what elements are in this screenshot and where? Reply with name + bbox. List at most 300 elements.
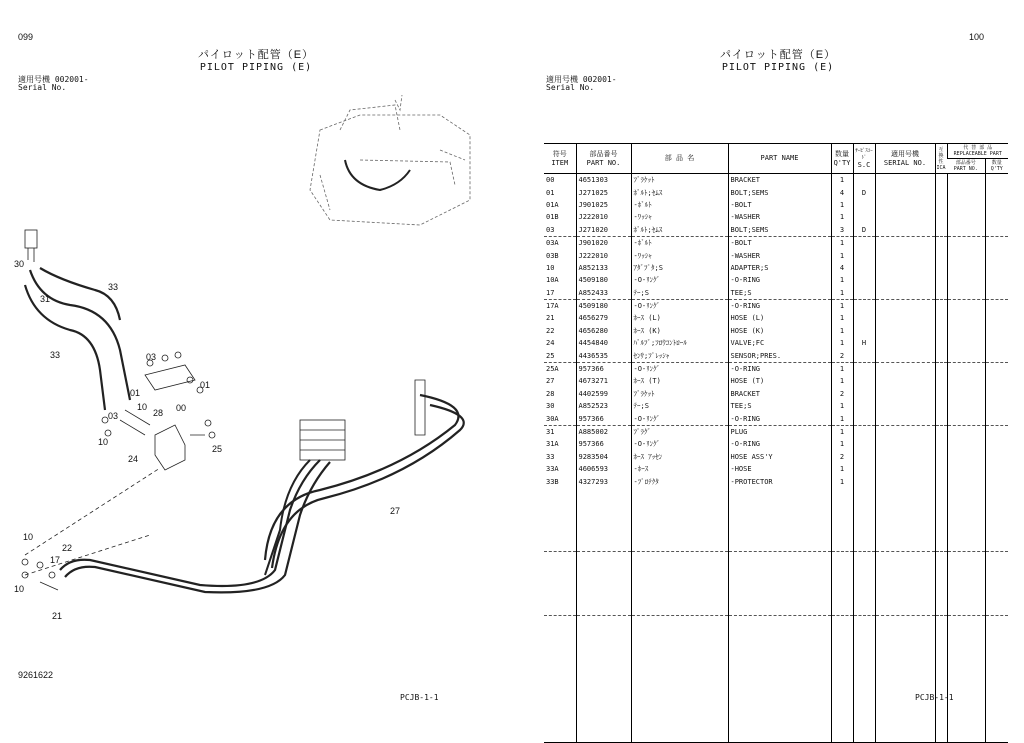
cell-part-no: J901025 [576,199,631,211]
callout-10a: 10 [137,402,148,412]
cell-qty: 1 [831,425,853,438]
cell-qty: 1 [831,274,853,286]
cell-sc [853,463,875,475]
page-number-right: 100 [969,32,985,42]
cell-part-name: PLUG [728,425,831,438]
page-title-en-left: PILOT PIPING (E) [199,62,313,73]
table-row [544,186,1008,198]
cell-ica [935,400,947,412]
cell-qty: 1 [831,475,853,487]
cell-part-name: -PROTECTOR [728,475,831,487]
col-qty: 数量 Q'TY [831,144,853,174]
cell-qty: 1 [831,463,853,475]
cell-sc [853,400,875,412]
cell-empty [831,615,853,679]
footer-right: PCJB-1-1 [915,693,954,702]
cell-part-no: A852523 [576,400,631,412]
cell-empty [831,551,853,615]
table-filler-row [544,615,1008,679]
cell-item: 33B [546,477,559,486]
cell-serial [875,438,935,450]
cell-ica [935,475,947,487]
cell-sc: D [853,224,875,237]
cell-rp-qty [985,274,1008,286]
cell-ica [935,186,947,198]
cell-empty [728,679,831,743]
cell-part-no: J222010 [576,211,631,223]
cell-serial [875,262,935,274]
cell-part-name: BRACKET [728,388,831,400]
cell-part-no: 9283504 [576,451,631,463]
cell-item: 31 [544,425,576,438]
table-row [544,400,1008,412]
cell-sc [853,425,875,438]
cell-rp-part-no [947,412,985,425]
table-row [544,425,1008,438]
cell-part-name-jp: -ﾎﾞﾙﾄ [631,236,728,249]
left-page [0,0,512,725]
cell-empty [853,488,875,552]
cell-sc [853,349,875,362]
table-row [544,224,1008,237]
cell-empty [935,615,947,679]
table-row [544,451,1008,463]
cell-part-name-jp: ﾊﾞﾙﾌﾞ;ﾌﾛｳｺﾝﾄﾛｰﾙ [631,337,728,349]
cell-rp-part-no [947,362,985,375]
serial-value: 002001- [54,75,89,84]
cell-serial [875,199,935,211]
cell-ica [935,412,947,425]
table-filler-row [544,679,1008,743]
cell-part-name-jp: ﾎｰｽ (L) [631,312,728,324]
cell-sc: H [853,337,875,349]
cell-item: 24 [546,339,555,348]
cell-part-name: -WASHER [728,211,831,223]
cell-rp-qty [985,400,1008,412]
cell-rp-qty [985,349,1008,362]
cell-ica [935,349,947,362]
cell-part-name: SENSOR;PRES. [728,349,831,362]
cell-empty [576,488,631,552]
cell-ica [935,224,947,237]
cell-item: 03A [544,236,576,249]
cell-empty [985,679,1008,743]
table-row [544,463,1008,475]
callout-30: 30 [14,259,25,269]
cell-rp-part-no [947,388,985,400]
cell-rp-qty [985,463,1008,475]
cell-part-no: 4651303 [576,174,631,187]
cell-qty: 1 [831,325,853,337]
callout-01a: 01 [200,380,211,390]
cell-sc [853,362,875,375]
cell-part-name: BOLT;SEMS [728,186,831,198]
cell-rp-qty [985,388,1008,400]
cell-rp-qty [985,362,1008,375]
cell-serial [875,249,935,261]
callout-10d: 10 [14,584,25,594]
col-serial: 適用号機 SERIAL NO. [875,144,935,174]
cell-item: 30 [546,402,555,411]
cell-sc [853,388,875,400]
page-title-en-right: PILOT PIPING (E) [721,62,835,73]
cell-qty: 1 [831,249,853,261]
col-part-name-jp: 部 品 名 [631,144,728,174]
callout-10c: 10 [23,532,34,542]
cell-empty [631,679,728,743]
cell-empty [544,551,576,615]
callout-17: 17 [50,555,61,565]
cell-serial [875,349,935,362]
cell-ica [935,236,947,249]
cell-item: 10A [546,276,559,285]
cell-ica [935,262,947,274]
cell-sc [853,249,875,261]
drawing-number: 9261622 [18,670,54,680]
cell-part-name-jp: ﾃｰ;S [631,287,728,300]
cell-part-name: -O-RING [728,412,831,425]
cell-rp-part-no [947,312,985,324]
cell-part-no: 4436535 [576,349,631,362]
cell-serial [875,325,935,337]
cell-item: 25A [544,362,576,375]
cell-rp-qty [985,475,1008,487]
cell-part-no: 4402599 [576,388,631,400]
cell-rp-part-no [947,287,985,300]
cell-part-name: -WASHER [728,249,831,261]
cell-sc [853,299,875,312]
cell-rp-qty [985,451,1008,463]
cell-ica [935,451,947,463]
cell-part-name-jp: ﾌﾟﾗｸﾞ [631,425,728,438]
cell-item: 00 [546,176,555,185]
cell-ica [935,249,947,261]
cell-item: 10 [546,263,555,272]
cell-item: 27 [546,377,555,386]
cell-empty [728,551,831,615]
cell-sc [853,451,875,463]
cell-ica [935,438,947,450]
cell-rp-qty [985,199,1008,211]
cell-part-no: 957366 [576,412,631,425]
cell-rp-part-no [947,199,985,211]
cell-item: 22 [546,326,555,335]
cell-part-no: 4656279 [576,312,631,324]
table-row [544,337,1008,349]
cell-part-no: J222010 [576,249,631,261]
cell-qty: 1 [831,375,853,387]
cell-serial [875,451,935,463]
page-title-jp-right: パイロット配管（E） [719,49,837,61]
table-row [544,211,1008,223]
callout-10b: 10 [98,437,109,447]
cell-sc [853,262,875,274]
cell-item: 31A [546,440,559,449]
cell-sc [853,412,875,425]
cell-rp-part-no [947,211,985,223]
cell-part-name-jp: -ﾎﾞﾙﾄ [631,199,728,211]
cell-empty [947,551,985,615]
cell-rp-qty [985,262,1008,274]
cell-sc [853,287,875,300]
cell-part-no: 4656280 [576,325,631,337]
table-row [544,349,1008,362]
table-row [544,299,1008,312]
table-row [544,312,1008,324]
cell-serial [875,287,935,300]
cell-part-name: HOSE (K) [728,325,831,337]
cell-part-name-jp: ｱﾀﾞﾌﾟﾀ;S [631,262,728,274]
cell-rp-part-no [947,236,985,249]
cell-ica [935,425,947,438]
cell-empty [853,679,875,743]
cell-item: 01A [546,200,559,209]
table-row [544,199,1008,211]
cell-part-name: -O-RING [728,438,831,450]
cell-rp-qty [985,224,1008,237]
cell-empty [631,615,728,679]
cell-part-name-jp: ﾎｰｽ ｱｯｾﾝ [631,451,728,463]
col-item: 符号 ITEM [544,144,576,174]
cell-qty: 3 [831,224,853,237]
table-filler-row [544,551,1008,615]
cell-empty [935,551,947,615]
cell-serial [875,475,935,487]
cell-serial [875,375,935,387]
callout-28: 28 [153,408,164,418]
cell-rp-qty [985,337,1008,349]
highlighted-pipe [345,160,410,190]
cell-part-name: HOSE (T) [728,375,831,387]
table-row [544,388,1008,400]
cell-part-no: 4454840 [576,337,631,349]
cell-part-name: -O-RING [728,362,831,375]
callout-00: 00 [176,403,187,413]
cell-part-name-jp: -ﾜｯｼｬ [631,211,728,223]
cell-item: 03B [546,251,559,260]
callout-33a: 33 [108,282,119,292]
callout-27: 27 [390,506,401,516]
cell-empty [544,488,576,552]
cell-serial [875,463,935,475]
cell-qty: 1 [831,236,853,249]
cell-ica [935,463,947,475]
cell-part-name-jp: ﾎﾞﾙﾄ;ｾﾑｽ [631,186,728,198]
cell-serial [875,274,935,286]
cell-serial [875,337,935,349]
cell-serial [875,412,935,425]
parts-table [544,143,1008,743]
cell-part-name-jp: ﾎｰｽ (K) [631,325,728,337]
cell-ica [935,174,947,187]
cell-qty: 1 [831,299,853,312]
cell-empty [728,615,831,679]
serial-label-en: Serial No. [18,83,67,92]
cell-rp-part-no [947,375,985,387]
cell-empty [947,488,985,552]
cell-rp-part-no [947,349,985,362]
col-part-name: PART NAME [728,144,831,174]
serial-label-jp: 適用号機 [18,75,50,84]
cell-qty: 2 [831,349,853,362]
cell-sc [853,199,875,211]
cell-qty: 1 [831,412,853,425]
table-row [544,438,1008,450]
cell-serial [875,299,935,312]
page-title-jp-left: パイロット配管（E） [197,49,315,61]
cell-sc [853,438,875,450]
cell-ica [935,337,947,349]
cell-empty [985,551,1008,615]
cell-rp-part-no [947,451,985,463]
col-ica: 互換性 ICA [935,144,947,174]
cell-part-name: TEE;S [728,400,831,412]
cell-rp-qty [985,425,1008,438]
cell-qty: 1 [831,312,853,324]
cell-part-name: HOSE ASS'Y [728,451,831,463]
pilot-valve-body [25,230,37,248]
cell-rp-part-no [947,425,985,438]
cell-empty [875,551,935,615]
col-replaceable: 代 替 部 品 REPLACEABLE PART [947,144,1008,159]
cell-qty: 1 [831,337,853,349]
cell-part-name-jp: ｾﾝｻ;ﾌﾟﾚｯｼｬ [631,349,728,362]
cell-qty: 2 [831,388,853,400]
cell-rp-part-no [947,475,985,487]
cell-serial [875,211,935,223]
cell-rp-part-no [947,249,985,261]
cell-rp-qty [985,249,1008,261]
cell-empty [728,488,831,552]
callout-24: 24 [128,454,139,464]
cell-item: 33A [546,465,559,474]
cell-part-name-jp: -O-ﾘﾝｸﾞ [631,299,728,312]
cell-qty: 1 [831,211,853,223]
cell-rp-part-no [947,274,985,286]
cell-sc [853,325,875,337]
cell-item: 17A [544,299,576,312]
table-filler-row [544,488,1008,552]
cell-sc [853,236,875,249]
cell-serial [875,362,935,375]
cell-part-no: A852433 [576,287,631,300]
cell-part-no: J271025 [576,186,631,198]
excavator-outline [310,95,470,225]
cell-item: 33 [546,452,555,461]
cell-rp-part-no [947,438,985,450]
cell-part-name: -O-RING [728,299,831,312]
cell-sc [853,174,875,187]
table-row [544,325,1008,337]
table-row [544,174,1008,187]
cell-serial [875,425,935,438]
table-row [544,475,1008,487]
cell-rp-qty [985,438,1008,450]
callout-25: 25 [212,444,223,454]
callout-03a: 03 [146,352,157,362]
cell-qty: 1 [831,438,853,450]
cell-part-no: J901020 [576,236,631,249]
cell-part-name-jp: ﾎｰｽ (T) [631,375,728,387]
cell-item: 28 [546,389,555,398]
serial-label-en: Serial No. [546,83,595,92]
cell-rp-part-no [947,186,985,198]
cell-rp-qty [985,375,1008,387]
cell-part-no: 4509180 [576,299,631,312]
cell-qty: 4 [831,186,853,198]
cell-part-no: 4606593 [576,463,631,475]
cell-rp-part-no [947,400,985,412]
cell-serial [875,224,935,237]
cell-sc: D [853,186,875,198]
cell-rp-part-no [947,337,985,349]
cell-part-name-jp: -ﾌﾟﾛﾃｸﾀ [631,475,728,487]
cell-part-no: J271020 [576,224,631,237]
cell-empty [576,679,631,743]
cell-serial [875,174,935,187]
cell-sc [853,475,875,487]
callout-31: 31 [40,294,51,304]
cell-part-name-jp: ﾃｰ;S [631,400,728,412]
cell-ica [935,299,947,312]
cell-part-no: 4509180 [576,274,631,286]
cell-part-no: 4673271 [576,375,631,387]
cell-qty: 1 [831,400,853,412]
cell-empty [853,551,875,615]
cell-part-no: A852133 [576,262,631,274]
cell-ica [935,199,947,211]
cell-part-no: 957366 [576,362,631,375]
cell-qty: 4 [831,262,853,274]
col-rp-qty: 数量 Q'TY [985,159,1008,174]
col-part-no: 部品番号 PART NO. [576,144,631,174]
table-row [544,249,1008,261]
cell-part-name-jp: ﾎﾞﾙﾄ;ｾﾑｽ [631,224,728,237]
exploded-parts-drawing [0,90,512,665]
cell-part-name-jp: -O-ﾘﾝｸﾞ [631,362,728,375]
cell-part-name-jp: -ﾜｯｼｬ [631,249,728,261]
cell-serial [875,388,935,400]
cell-rp-part-no [947,463,985,475]
cell-ica [935,362,947,375]
cell-empty [544,679,576,743]
cell-empty [875,679,935,743]
cell-part-name: BRACKET [728,174,831,187]
cell-part-name-jp: ﾌﾞﾗｹｯﾄ [631,174,728,187]
cell-empty [935,679,947,743]
cell-qty: 1 [831,362,853,375]
cell-part-name: -BOLT [728,199,831,211]
table-row [544,375,1008,387]
cell-qty: 2 [831,451,853,463]
cell-item: 21 [546,314,555,323]
cell-serial [875,400,935,412]
cell-rp-qty [985,186,1008,198]
cell-part-name: ADAPTER;S [728,262,831,274]
callout-01b: 01 [130,388,141,398]
cell-ica [935,388,947,400]
cell-part-no: 4327293 [576,475,631,487]
cell-sc [853,274,875,286]
callout-33b: 33 [50,350,61,360]
cell-part-no: 957366 [576,438,631,450]
cell-sc [853,312,875,324]
cell-part-name-jp: -O-ﾘﾝｸﾞ [631,274,728,286]
serial-label-jp: 適用号機 [546,75,578,84]
cell-empty [544,615,576,679]
cell-empty [985,615,1008,679]
callout-22: 22 [62,543,73,553]
